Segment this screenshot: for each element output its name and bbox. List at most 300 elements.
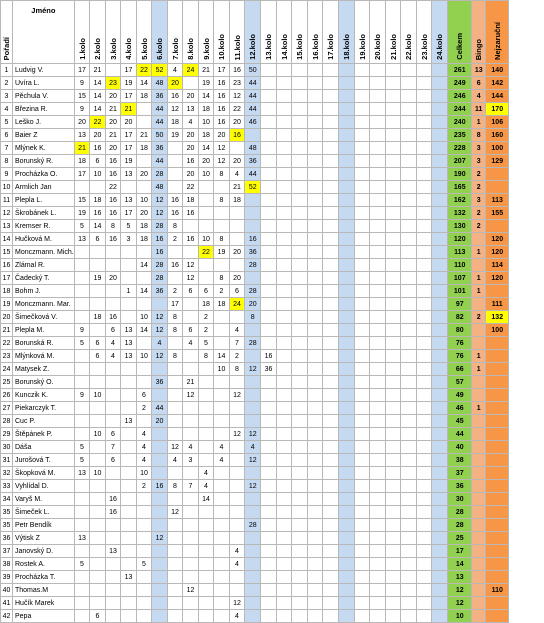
score-cell: 22 [198,246,214,259]
score-cell [401,480,417,493]
total-cell: 101 [448,285,472,298]
score-cell [416,90,432,103]
score-cell [416,363,432,376]
score-cell [245,558,261,571]
best-cell: 129 [486,155,509,168]
header-row [1,1,509,64]
score-cell [167,363,183,376]
score-cell: 18 [198,129,214,142]
score-cell: 20 [198,155,214,168]
score-cell [432,298,448,311]
score-cell: 18 [90,194,106,207]
best-cell [486,610,509,623]
score-cell [307,480,323,493]
score-cell [121,181,137,194]
score-cell: 36 [152,90,168,103]
score-cell: 7 [229,337,245,350]
score-cell [323,246,339,259]
score-cell [416,597,432,610]
score-cell [323,181,339,194]
header-round-11: 11.kolo [229,1,245,64]
score-cell [323,415,339,428]
bingo-cell: 2 [472,220,486,233]
total-cell: 40 [448,441,472,454]
score-cell [401,428,417,441]
score-cell: 20 [90,129,106,142]
player-name: Dáša [13,441,75,454]
score-cell [245,272,261,285]
table-row [1,90,509,103]
score-cell [105,597,121,610]
score-cell [338,597,354,610]
score-cell [214,597,230,610]
score-cell: 6 [105,454,121,467]
score-cell [323,493,339,506]
score-cell [354,298,370,311]
score-cell [152,389,168,402]
score-cell [338,246,354,259]
total-cell: 235 [448,129,472,142]
score-cell [105,558,121,571]
score-cell [307,181,323,194]
score-cell: 44 [245,168,261,181]
score-cell: 12 [152,194,168,207]
score-cell [401,519,417,532]
score-cell [401,220,417,233]
score-cell: 14 [214,350,230,363]
score-cell [354,532,370,545]
score-cell [261,285,277,298]
score-cell [136,415,152,428]
score-cell [323,363,339,376]
score-cell: 44 [245,77,261,90]
score-cell [432,519,448,532]
rank-cell: 29 [1,428,13,441]
score-cell [167,493,183,506]
score-cell: 12 [229,389,245,402]
score-cell [370,454,386,467]
score-cell [432,454,448,467]
score-cell [370,363,386,376]
score-cell: 8 [245,311,261,324]
score-cell [198,207,214,220]
player-name: Jurošová T. [13,454,75,467]
score-cell [338,233,354,246]
score-cell [276,168,292,181]
score-cell: 18 [136,233,152,246]
score-cell [261,168,277,181]
best-cell: 114 [486,259,509,272]
score-cell [136,116,152,129]
score-cell [401,597,417,610]
score-cell: 1 [121,285,137,298]
score-cell [245,207,261,220]
score-cell [214,493,230,506]
score-cell [276,233,292,246]
header-round-3: 3.kolo [105,1,121,64]
score-cell [385,571,401,584]
score-cell [214,389,230,402]
score-cell: 2 [167,233,183,246]
score-cell: 4 [229,324,245,337]
total-cell: 44 [448,428,472,441]
score-cell [370,610,386,623]
score-cell [307,220,323,233]
score-cell [90,402,106,415]
score-cell [121,532,137,545]
score-cell [198,194,214,207]
score-cell [432,246,448,259]
score-cell [105,363,121,376]
best-cell: 100 [486,142,509,155]
score-cell: 4 [198,467,214,480]
score-cell [401,506,417,519]
score-cell: 12 [229,428,245,441]
score-cell [385,77,401,90]
score-cell: 16 [229,64,245,77]
score-cell [401,207,417,220]
score-cell [198,506,214,519]
score-cell: 16 [105,233,121,246]
score-cell: 20 [167,77,183,90]
score-cell [121,610,137,623]
score-cell [338,571,354,584]
score-cell [307,272,323,285]
score-cell [354,402,370,415]
score-cell [292,129,308,142]
score-cell [354,363,370,376]
score-cell [167,389,183,402]
score-cell: 12 [152,350,168,363]
bingo-cell [472,506,486,519]
score-cell [292,337,308,350]
bingo-cell: 2 [472,207,486,220]
score-cell [385,363,401,376]
score-cell [121,454,137,467]
score-cell: 46 [245,116,261,129]
score-cell [401,324,417,337]
score-cell: 17 [74,64,90,77]
score-cell: 19 [198,77,214,90]
score-cell [105,480,121,493]
score-cell [416,116,432,129]
header-best: Nejzaruční [486,1,509,64]
score-cell [307,168,323,181]
score-cell: 13 [74,532,90,545]
total-cell: 12 [448,597,472,610]
score-cell [307,597,323,610]
score-cell [74,181,90,194]
score-cell [261,402,277,415]
score-cell [416,324,432,337]
score-cell [74,259,90,272]
score-cell [338,259,354,272]
score-cell [401,64,417,77]
score-cell [90,285,106,298]
score-cell [370,532,386,545]
table-row [1,324,509,337]
total-cell: 76 [448,350,472,363]
best-cell [486,428,509,441]
best-cell: 110 [486,584,509,597]
score-cell [370,350,386,363]
score-cell: 13 [121,571,137,584]
rank-cell: 15 [1,246,13,259]
best-cell [486,376,509,389]
score-cell [214,376,230,389]
best-cell: 120 [486,233,509,246]
score-cell [245,545,261,558]
best-cell: 106 [486,116,509,129]
score-cell [90,545,106,558]
score-cell [338,519,354,532]
score-cell: 5 [198,337,214,350]
rank-cell: 39 [1,571,13,584]
best-cell [486,467,509,480]
score-cell [261,259,277,272]
rank-cell: 21 [1,324,13,337]
score-cell: 10 [90,467,106,480]
score-cell [121,428,137,441]
score-cell [136,363,152,376]
score-cell [261,324,277,337]
player-name: Kunczik K. [13,389,75,402]
score-cell [152,454,168,467]
score-cell [354,155,370,168]
score-cell [261,142,277,155]
score-cell: 14 [90,220,106,233]
header-round-2: 2.kolo [90,1,106,64]
header-round-4: 4.kolo [121,1,137,64]
score-cell [74,545,90,558]
score-cell [292,259,308,272]
score-cell [214,259,230,272]
score-cell [183,545,199,558]
score-cell [370,545,386,558]
score-cell: 17 [214,64,230,77]
score-cell [338,493,354,506]
score-cell [338,77,354,90]
total-cell: 17 [448,545,472,558]
rank-cell: 12 [1,207,13,220]
table-row [1,207,509,220]
score-cell: 6 [183,285,199,298]
table-row [1,402,509,415]
score-cell [338,181,354,194]
score-cell [323,597,339,610]
score-cell [354,77,370,90]
score-cell [307,519,323,532]
score-cell: 8 [167,220,183,233]
bingo-cell [472,584,486,597]
total-cell: 66 [448,363,472,376]
score-cell: 17 [121,207,137,220]
bingo-cell: 3 [472,155,486,168]
score-cell: 28 [245,259,261,272]
total-cell: 246 [448,90,472,103]
score-cell: 24 [229,298,245,311]
score-cell [338,103,354,116]
score-cell [90,558,106,571]
bingo-cell [472,558,486,571]
score-cell [323,259,339,272]
rank-cell: 23 [1,350,13,363]
score-cell: 4 [214,441,230,454]
score-cell [152,467,168,480]
rank-cell: 41 [1,597,13,610]
score-cell: 8 [167,480,183,493]
score-cell [401,441,417,454]
rank-cell: 1 [1,64,13,77]
score-cell: 16 [229,129,245,142]
table-row [1,220,509,233]
score-cell: 14 [198,142,214,155]
score-cell: 44 [152,155,168,168]
score-cell [416,428,432,441]
score-cell [292,285,308,298]
score-cell [229,467,245,480]
score-cell [416,493,432,506]
header-round-18: 18.kolo [338,1,354,64]
score-cell [401,545,417,558]
score-cell: 4 [183,337,199,350]
score-cell: 22 [90,116,106,129]
score-cell: 16 [105,311,121,324]
score-cell [245,597,261,610]
bingo-cell [472,298,486,311]
best-cell: 113 [486,194,509,207]
total-cell: 14 [448,558,472,571]
score-cell [183,493,199,506]
score-cell [338,428,354,441]
score-cell [307,90,323,103]
bingo-cell [472,259,486,272]
score-cell: 16 [214,77,230,90]
score-cell [183,597,199,610]
score-cell: 13 [121,337,137,350]
score-cell [74,298,90,311]
score-cell: 15 [74,90,90,103]
bingo-cell [472,493,486,506]
player-name: Uvíra L. [13,77,75,90]
score-cell [401,103,417,116]
score-cell [136,545,152,558]
score-cell: 12 [214,155,230,168]
score-cell: 4 [183,116,199,129]
score-cell [354,441,370,454]
score-cell [385,246,401,259]
score-cell [401,259,417,272]
score-cell [307,454,323,467]
score-cell [432,324,448,337]
score-cell: 21 [198,64,214,77]
score-cell [432,142,448,155]
score-cell [152,519,168,532]
score-cell [370,480,386,493]
score-cell [276,220,292,233]
score-cell [370,259,386,272]
score-cell [167,376,183,389]
score-cell [354,454,370,467]
score-cell: 2 [198,311,214,324]
score-cell: 36 [261,363,277,376]
score-cell [198,571,214,584]
score-cell [276,272,292,285]
player-name: Březina R. [13,103,75,116]
score-cell [323,454,339,467]
best-cell [486,545,509,558]
score-cell [370,155,386,168]
header-round-9: 9.kolo [198,1,214,64]
score-cell [214,558,230,571]
score-cell: 12 [245,363,261,376]
score-cell: 16 [261,350,277,363]
score-cell: 16 [214,103,230,116]
table-row [1,571,509,584]
score-cell [323,337,339,350]
table-row [1,363,509,376]
total-cell: 130 [448,220,472,233]
score-cell [292,311,308,324]
table-row [1,77,509,90]
score-cell [276,90,292,103]
score-cell [416,610,432,623]
score-cell: 36 [152,376,168,389]
score-cell [354,558,370,571]
score-cell [152,597,168,610]
score-cell: 8 [198,350,214,363]
score-cell: 5 [74,454,90,467]
score-cell: 12 [214,142,230,155]
score-cell [121,545,137,558]
score-cell: 22 [105,181,121,194]
score-cell: 10 [90,389,106,402]
score-cell [121,441,137,454]
score-cell [354,259,370,272]
score-cell: 14 [90,90,106,103]
score-cell [261,116,277,129]
score-cell: 52 [245,181,261,194]
best-cell: 120 [486,246,509,259]
score-cell [370,376,386,389]
score-cell [307,259,323,272]
score-cell [323,571,339,584]
total-cell: 107 [448,272,472,285]
score-cell: 20 [183,129,199,142]
table-row [1,337,509,350]
score-cell [167,155,183,168]
total-cell: 207 [448,155,472,168]
score-cell [370,194,386,207]
score-cell: 6 [90,233,106,246]
score-cell [292,207,308,220]
score-cell [338,376,354,389]
best-cell: 111 [486,298,509,311]
bingo-cell [472,480,486,493]
bingo-cell [472,337,486,350]
bingo-cell: 2 [472,181,486,194]
score-cell [261,415,277,428]
score-cell [323,532,339,545]
score-cell [276,194,292,207]
score-cell: 18 [74,155,90,168]
score-cell [229,519,245,532]
score-cell [338,220,354,233]
score-cell [214,415,230,428]
score-cell [276,571,292,584]
score-cell [338,467,354,480]
score-cell [90,493,106,506]
